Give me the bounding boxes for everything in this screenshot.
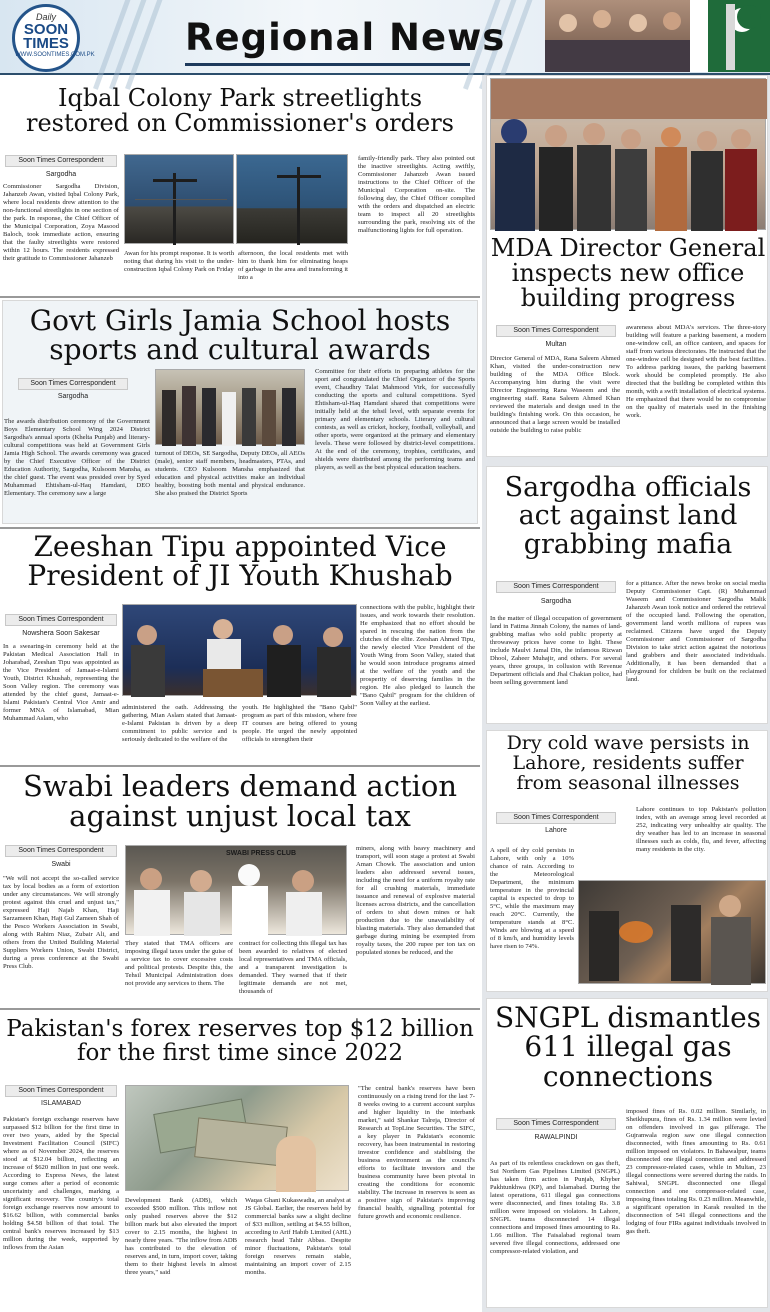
divider	[0, 1008, 480, 1010]
article-text: A spell of dry cold persists in Lahore, with only a 10% chance of rain. According to the Meteorological Department, the minimum temperature in the provincial capital is expected to drop to 5°C, while the maximum may reach 20°C. Currently, the temperature stands at 8°C. Winds are blowing at a speed of 8 km/h, and humidity levels have risen to 74%.	[490, 847, 574, 950]
soon-times-logo: Daily SOON TIMES WWW.SOONTIMES.COM.PK	[12, 4, 80, 72]
photo-awards-ceremony	[155, 369, 305, 445]
article-text: awareness about MDA's services. The three-story building will feature a parking basement, a modern one-window cell, an office canteen, and spaces for staff from various directorates. He instructed that the one-window cell be designed with the best facilities. To address parking issues, the parking basement work should be completed promptly. He also directed that the building be completed within this month, with a swift installation of electrical systems. He emphasized that there would be no compromise on the quality of materials used in the finishing work.	[626, 324, 766, 419]
divider	[0, 296, 480, 298]
article-text: family-friendly park. They also pointed out the inactive streetlights. Acting swiftly, Commissioner Jahanzeb Awan issued instructions to the Chief Officer of the Municipal Corporation on-site. The following day, the Chief Officer complied with the orders and dispatched an electric team to inspect all 20 streetlights surrounding the park, resolving six of the malfunctioning lights for full operation.	[358, 155, 475, 234]
photo-oath-ceremony	[122, 604, 357, 696]
byline: Soon Times Correspondent	[496, 325, 616, 337]
section-title: Regional News	[185, 16, 506, 59]
article-text: administered the oath. Addressing the gathering, Mian Aslam stated that Jamaat-e-Islami Pakistan is driven by a deep commitment to public service and is seriously dedicated to the welfare of the	[122, 704, 237, 743]
masthead-banner	[0, 0, 770, 75]
article-text: connections with the public, highlight their issues, and work towards their resolution. He emphasized that no effort should be spared in rescuing the nation from the clutches of the elite. Zeeshan Ahmed Tipu, the newly elected Vice President of the Youth Wing from Soon Valley, stated that he would soon introduce programs aimed at the welfare of the youth and the prosperity of deserving families in the region. He also pledged to launch the "Bano Qabil" program for the children of Soon Valley at the earliest.	[360, 604, 475, 707]
dateline: ISLAMABAD	[40, 1100, 82, 1107]
article-text: Committee for their efforts in preparing athletes for the sport and congratulated the Chief Organizer of the Sports event, Chaudhry Talat Mahmood Virk, for successfully conducting the sports and cultural competitions. Syed Ehtisham-ul-Haq Hamdani shared that competitions were initially held at the tehsil level, with separate events for primary and elementary schools. Literary and cultural contests, as well as cricket, hockey, football, volleyball, and other sports, were organized at the primary and elementary levels. These were followed by district-level competitions. At the end of the ceremony, trophies, certificates, and shields were distributed among the performing teams and players, as well as the best physical education teachers.	[315, 368, 475, 471]
headline: SNGPL dismantles 611 illegal gas connections	[494, 1001, 762, 1093]
byline: Soon Times Correspondent	[5, 155, 117, 167]
photo-currency	[125, 1085, 349, 1191]
byline: Soon Times Correspondent	[496, 581, 616, 593]
headline: Iqbal Colony Park streetlights restored on Commissioner's orders	[25, 84, 454, 138]
article-text: miners, along with heavy machinery and transport, will soon stage a protest at Swabi Aman Chowk. The association and union leaders also addressed several issues, including the need for a uniform royalty rate for all crushing materials, immediate issuance and renewal of explosive material licenses across districts, and the cancellation of orders to shut down mines or halt production due to the unavailability of blasting materials. They also demanded that garbage during mining be exempted from royalty taxes, the 200 rupee per ton tax on populated stones be reduced, and the	[356, 845, 475, 956]
byline: Soon Times Correspondent	[5, 1085, 117, 1097]
article-text: Commissioner Sargodha Division, Jahanzeb Awan, visited Iqbal Colony Park, where local residents drew attention to the non-functional streetlights in one section of the park. In response, the Chief Officer of the Municipal Corporation, Zoya Masood Baloch, took immediate action, ensuring that the faulty streetlights were restored within 12 hours. The residents expressed their gratitude to Commissioner Jahanzeb	[3, 183, 119, 262]
article-text: The awards distribution ceremony of the Government Boys Elementary School Wing 2024 District Sargodha's annual sports (Khelta Punjab) and literary-cultural competitions was held at Government Girls Jamia High School. The awards ceremony was graced by the Chief Executive Officer of the District Education Authority, Sargodha, Kulsoom Mansha, as the chief guest. The event was presided over by Syed Muhammad Ehtisham-ul-Haq Hamdani, DEO Elementary. The ceremony saw a large	[4, 418, 150, 497]
headline: Dry cold wave persists in Lahore, residents suffer from seasonal illnesses	[506, 732, 750, 794]
headline: MDA Director General inspects new office building progress	[490, 234, 766, 313]
minar-shape	[726, 4, 735, 70]
dateline: Sargodha	[57, 393, 89, 400]
article-text: In a swearing-in ceremony held at the Pakistan Medical Association Hall in Joharabad, Zeeshan Tipu was appointed as the Vice President of Jamaat-e-Islami Youth, District Khushab, representing the Soon Valley region. The ceremony was attended by the chief guest, Jamaat-e-Islami Pakistan's Central Vice Amir and former MNA of Islamabad, Mian Muhammad Aslam, who	[3, 643, 119, 722]
banner-crowd-photo	[545, 0, 690, 72]
dateline: Swabi	[51, 861, 71, 868]
photo-mda-inspection	[490, 78, 766, 230]
headline: Govt Girls Jamia School hosts sports and cultural awards	[29, 304, 451, 367]
byline: Soon Times Correspondent	[496, 812, 616, 824]
headline: Pakistan's forex reserves top $12 billion for the first time since 2022	[6, 1016, 474, 1067]
article-text: "We will not accept the so-called service tax by local bodies as a form of extortion under any circumstances. We will strongly protest against this cruel and unjust tax," expressed Haji Najab Khan, Haji Sarzameen Khan, Haji Gul Zameen Shah of the Pesco Workers Association in Swabi, along with Rahim Niaz, Zubair Ali, and others from the United Building Material Suppliers Workers Union, Swabi District, during a press conference at the Swabi Press Club.	[3, 875, 119, 970]
photo-press-conference	[125, 845, 347, 935]
article-text: Lahore continues to top Pakistan's pollution index, with an average smog level recorded at 252, indicating very unhealthy air quality. The dry weather has led to an increase in seasonal illnesses such as colds, flu, and fever, affecting many residents in the city.	[636, 806, 766, 853]
article-text: They stated that TMA officers are imposing illegal taxes under the guise of a service tax to cover excessive costs and political protests. Despite this, the Tehsil Municipal Administration does not provide any services to them. The	[125, 940, 233, 987]
article-text: Director General of MDA, Rana Saleem Ahmed Khan, visited the under-construction new building of the MDA Office Block. Accompanying him during the visit were Director Engineering Rana Waseem and the engineering staff. Rana Saleem Ahmed Khan reviewed the materials and design used in the building's finishing work. On this occasion, he announced that a large screen would be installed outside the building to raise public	[490, 355, 620, 434]
article-text: afternoon, the local residents met with him to thank him for eliminating heaps of garbage in the area and transforming it into a	[238, 250, 348, 281]
article-text: for a pittance. After the news broke on social media Deputy Commissioner Capt. (R) Muhammad Waseem and Commissioner Sargodha Malik Jahanzeb Awan took notice and ordered the retrieval of the occupied land. Following the operation, government land worth millions of rupees was reclaimed. Citizens have urged the Deputy Commissioner and Commissioner of Sargodha Division to take strict action against the notorious land grabbers and their associated individuals. Additionally, it has been demanded that a playground for children be built on the reclaimed land.	[626, 580, 766, 683]
article-text: Pakistan's foreign exchange reserves have surpassed $12 billion for the first time in over two years, aided by the Special Investment Facilitation Council (SIFC) where as of November 2024, the reserves stood at $12.04 billion, reflecting an increase of $620 million in just one week. According to Express News, the latest surge comes after a period of economic uncertainty and challenges, marking a significant recovery. The country's total foreign exchange reserves now amount to $16.62 billion, with commercial banks holding $4.58 billion of that total. The central bank's reserves increased by $13 million during the week, supported by inflows from the Asian	[3, 1116, 119, 1251]
article-text: Awan for his prompt response. It is worth noting that during his visit to the under-construction Iqbal Colony Park on Friday	[124, 250, 234, 273]
divider	[0, 765, 480, 767]
headline: Sargodha officials act against land grabbing mafia	[504, 472, 752, 560]
dateline: Nowshera Soon Sakesar	[22, 630, 100, 637]
photo-streetlight-1	[124, 154, 234, 244]
byline: Soon Times Correspondent	[5, 614, 117, 626]
photo-streetlight-2	[236, 154, 348, 244]
article-text: contract for collecting this illegal tax has been awarded to relatives of elected local representatives and TMA officials, and a transparent investigation is demanded. They warned that if their legitimate demands are not met, thousands of	[239, 940, 347, 995]
article-text: turnout of DEOs, SE Sargodha, Deputy DEOs, all AEOs (male), senior staff members, headmasters, PTAs, and students. CEO Kulsoom Mansha emphasized that education and physical activities make an individual healthy, boosting both mental and physical endurance. She also praised the District Sports	[155, 450, 305, 497]
dateline: Sargodha	[45, 171, 77, 178]
article-text: "The central bank's reserves have been continuously on a rising trend for the last 7-8 weeks owing to a current account surplus and higher liquidity in the interbank market," said Shankar Talreja, Director of Research at TopLine Securities. The SIFC, a key player in Pakistan's economic recovery, has been instrumental in restoring investor confidence and stabilising the business environment as the council's efforts to facilitate investors and the business community have been pivotal in creating the conditions for economic stability. The increase in reserves is seen as a positive sign of Pakistan's improving financial health, signalling potential for future growth and economic resilience.	[358, 1085, 475, 1220]
press-club-sign: SWABI PRESS CLUB	[226, 850, 297, 857]
title-underline	[185, 63, 470, 66]
photo-cold-wave	[578, 880, 766, 984]
divider	[0, 527, 480, 529]
byline: Soon Times Correspondent	[5, 845, 117, 857]
article-text: As part of its relentless crackdown on gas theft, Sui Northern Gas Pipelines Limited (SNGPL) has taken firm action in Punjab, Khyber Pakhtunkhwa (KP), and Islamabad. During the latest operations, 611 illegal gas connections were disconnected, and fines totaling Rs. 3.8 million were imposed on violators. In Lahore, SNGPL teams disconnected 14 illegal connections and imposed fines amounting to Rs. 1.66 million. The Faisalabad regional team severed five illegal connections, addressed one compressor-related violation, and	[490, 1160, 620, 1255]
byline: Soon Times Correspondent	[18, 378, 128, 390]
headline: Swabi leaders demand action against unjust local tax	[22, 769, 458, 834]
dateline: Sargodha	[540, 598, 572, 605]
article-text: In the matter of illegal occupation of government land in Fatima Jinnah Colony, the names of land-grabbing mafias who sold public property at throwaway prices have come to light. These include Maulvi Jamal Din, the infamous Rizwan Dhool, Zaheer Muhajir, and others. For several years, three groups, in collusion with Revenue Department officials and Jhal Chakian police, had been selling government land	[490, 615, 622, 686]
dateline: RAWALPINDI	[534, 1134, 578, 1141]
headline: Zeeshan Tipu appointed Vice President of JI Youth Khushab	[27, 530, 453, 593]
article-text: Development Bank (ADB), which exceeded $500 million. This inflow not only pushed reserves above the $12 billion mark but also elevated the import cover to 2.15 months, the highest in nearly three years. "The inflow from ADB has contributed to the elevation of reserves and, in turn, import cover, taking them to their highest levels in almost three years," said	[125, 1197, 237, 1276]
article-text: imposed fines of Rs. 0.02 million. Similarly, in Sheikhupura, fines of Rs. 1.34 million were levied on offenders involved in gas pilferage. The Gujranwala region saw one illegal connection disconnected, with fines amounting to Rs. 0.61 million imposed on violators. In Bahawalpur, teams disconnected one illegal connection and addressed 23 compressor-related cases, while in Multan, 23 illegal connections were severed during the raids. In Sahiwal, SNGPL disconnected one illegal connection and one compressor-related case, imposing fines totaling Rs. 0.23 million. Meanwhile, a significant operation in Karak resulted in the disconnection of 541 illegal connections and the lodging of four FIRs against individuals involved in gas theft.	[626, 1108, 766, 1235]
byline: Soon Times Correspondent	[496, 1118, 616, 1130]
dateline: Lahore	[545, 827, 567, 834]
article-text: youth. He highlighted the "Bano Qabil" program as part of this mission, where free IT courses are being offered to young people. He urged the newly appointed officials to strengthen their	[242, 704, 357, 743]
article-text: Waqas Ghani Kukaswadia, an analyst at JS Global. Earlier, the reserves held by commercial banks saw a slight decline of $33 million, settling at $4.55 billion, according to Arif Habib Limited (AHL) research head Tahir Abbas. Despite minor fluctuations, Pakistan's total foreign reserves remain stable, maintaining an import cover of 2.15 months.	[245, 1197, 351, 1276]
dateline: Multan	[545, 341, 567, 348]
